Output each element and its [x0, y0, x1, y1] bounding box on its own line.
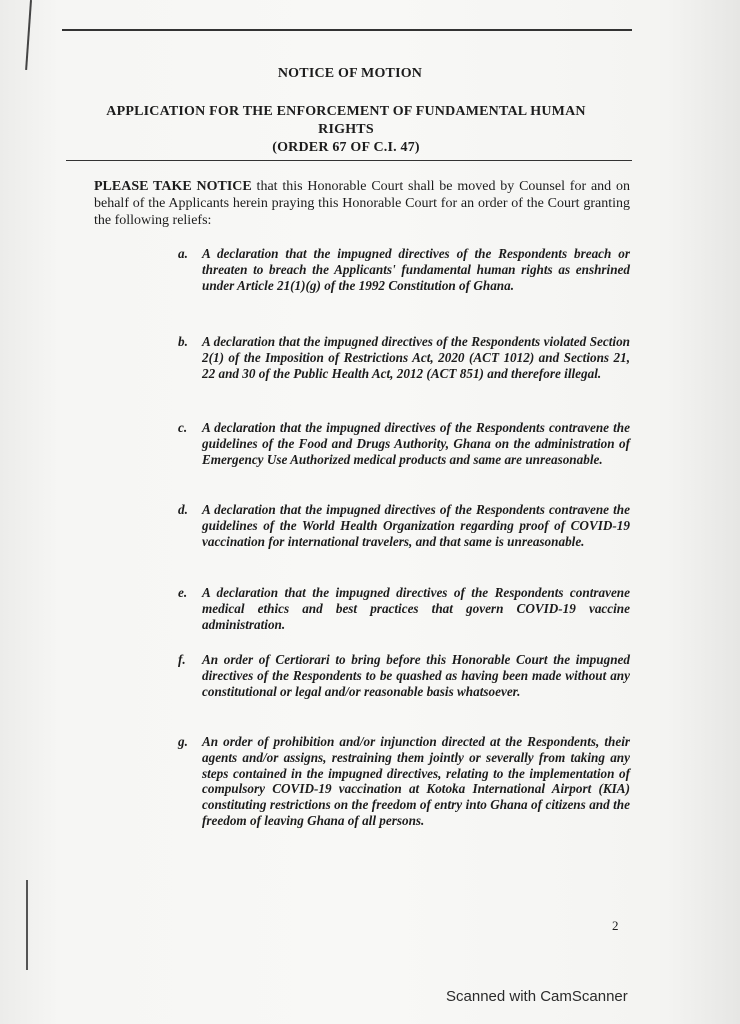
- document-heading: NOTICE OF MOTION: [277, 66, 423, 81]
- relief-letter: d.: [178, 502, 188, 517]
- relief-text: An order of prohibition and/or injunction directed at the Respondents, their agents and/or assigns, restraining them jointly or severally from taking any steps contained in the impugned directives, relating to the implementation of compulsory COVID-19 vaccination at Kotoka International Airport (KIA) constituting restrictions on the freedom of entry into Ghana of citizens and the freedom of leaving Ghana of all persons.: [202, 734, 630, 828]
- relief-letter: g.: [178, 734, 188, 749]
- intro-text: that this Honorable Court shall be moved by Counsel for and on behalf of the Applicants herein praying this Honorable Court for an order of the Court granting the following reliefs:: [94, 179, 630, 228]
- intro-paragraph: [94, 178, 630, 229]
- heading-rule: [66, 160, 632, 161]
- relief-item-d: [180, 502, 630, 549]
- relief-text: A declaration that the impugned directives of the Respondents contravene the guidelines of the World Health Organization regarding proof of COVID-19 vaccination for international travelers, and that same is unreasonable.: [202, 502, 630, 549]
- page-number: 2: [612, 918, 619, 933]
- relief-text: An order of Certiorari to bring before this Honorable Court the impugned directives of the Respondents to be quashed as having been made without any constitutional or legal and/or reasonable basis whatsoever.: [202, 652, 630, 699]
- intro-lead: PLEASE TAKE NOTICE: [94, 179, 252, 194]
- order-reference: (ORDER 67 OF C.I. 47): [272, 140, 420, 155]
- relief-text: A declaration that the impugned directives of the Respondents contravene medical ethics and best practices that govern COVID-19 vaccine administration.: [202, 585, 630, 632]
- relief-item-c: [180, 420, 630, 467]
- relief-letter: f.: [178, 652, 186, 667]
- relief-text: A declaration that the impugned directives of the Respondents violated Section 2(1) of the Imposition of Restrictions Act, 2020 (ACT 1012) and Sections 21, 22 and 30 of the Public Health Act, 2012 (ACT 851) and therefore illegal.: [202, 334, 630, 381]
- scanner-watermark: Scanned with CamScanner: [446, 988, 628, 1005]
- relief-letter: e.: [178, 585, 188, 600]
- relief-item-f: [180, 652, 630, 699]
- page-edge-mark: [26, 880, 28, 970]
- document-subheading-line2: RIGHTS: [318, 122, 374, 137]
- relief-item-g: [180, 734, 630, 829]
- relief-item-b: [180, 334, 630, 381]
- relief-text: A declaration that the impugned directives of the Respondents breach or threaten to breach the Applicants' fundamental human rights as enshrined under Article 21(1)(g) of the 1992 Constitution of Ghana.: [202, 246, 630, 293]
- top-rule: [62, 29, 632, 31]
- relief-letter: b.: [178, 334, 188, 349]
- relief-item-a: [180, 246, 630, 293]
- document-subheading-line1: APPLICATION FOR THE ENFORCEMENT OF FUNDAMENTAL HUMAN: [106, 104, 586, 119]
- relief-text: A declaration that the impugned directives of the Respondents contravene the guidelines of the Food and Drugs Authority, Ghana on the administration of Emergency Use Authorized medical products and same are unreasonable.: [202, 420, 630, 467]
- page-edge-mark: [25, 0, 32, 70]
- relief-letter: c.: [178, 420, 188, 435]
- relief-letter: a.: [178, 246, 188, 261]
- relief-item-e: [180, 585, 630, 632]
